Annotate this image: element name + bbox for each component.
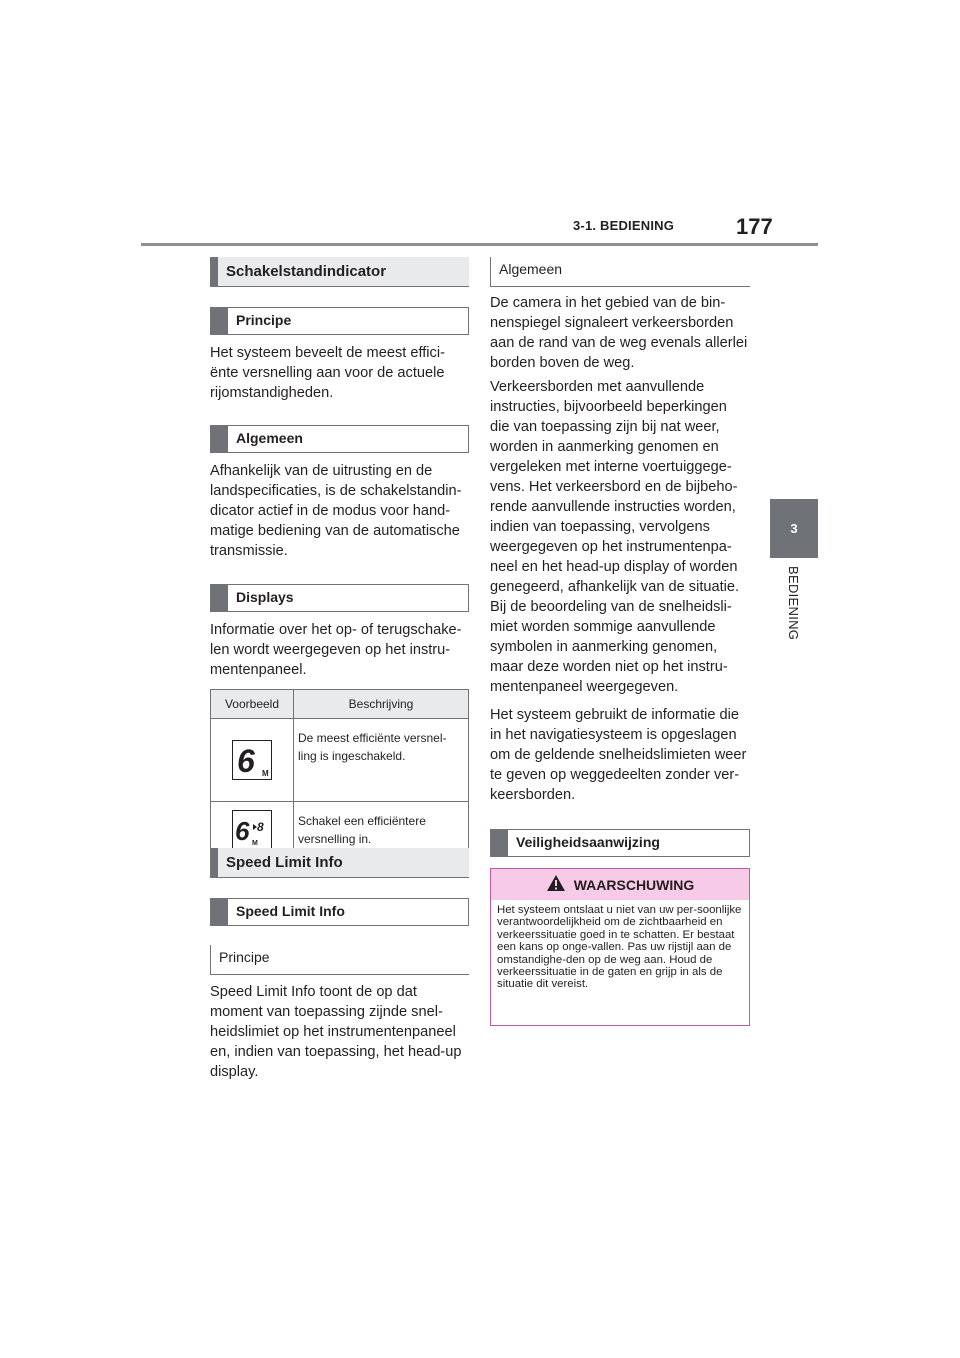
gear-mode: M	[252, 840, 258, 847]
heading-algemeen: Algemeen	[210, 425, 469, 453]
warning-text: Het systeem ontslaat u niet van uw per-soonlijke verantwoordelijkheid om de zichtbaarheid en verkeerssituatie goed in te schatten. Er bestaat een kans op onge-vallen. Pas uw rijstijl aan de omstandighe-den op de weg aan. Houd de verkeerssituatie in de gaten en grijp in als de situatie dit vereist.	[497, 904, 742, 991]
heading-schakelstandindicator: Schakelstandindicator	[210, 257, 469, 287]
paragraph-principe: Het systeem beveelt de meest effici-ënte versnelling aan voor de actuele rijomstandigheden.	[210, 345, 445, 401]
section-title: 3-1. BEDIENING	[573, 218, 675, 233]
warning-box	[490, 868, 750, 1026]
warning-triangle-icon	[546, 874, 566, 895]
heading-algemeen-right: Algemeen	[490, 257, 750, 287]
gear-mode: M	[262, 769, 269, 778]
column-header-voorbeeld: Voorbeeld	[211, 690, 294, 719]
chapter-number: 3	[790, 521, 798, 536]
heading-veiligheidsaanwijzing: Veiligheidsaanwijzing	[490, 829, 750, 857]
heading-speed-limit-info-sub: Speed Limit Info	[210, 898, 469, 926]
header-divider	[141, 243, 818, 246]
gear-digit: 6	[235, 816, 250, 846]
gear-indicator-icon	[232, 740, 272, 780]
paragraph-displays: Informatie over het op- of terugschake-len wordt weergegeven op het instru-mentenpaneel.	[210, 622, 462, 678]
heading-principe-speed: Principe	[210, 945, 469, 975]
heading-speed-limit-info: Speed Limit Info	[210, 848, 469, 878]
page-number: 177	[736, 214, 773, 239]
chapter-label: BEDIENING	[786, 566, 801, 641]
paragraph-speed-limit: Speed Limit Info toont de op dat moment van toepassing zijnde snel-heidslimiet op het instrumentenpaneel en, indien van toepassing, het head-up display.	[210, 984, 462, 1080]
table-row	[211, 719, 469, 802]
table-cell-example	[211, 719, 294, 802]
table-cell-description: Schakel een efficiëntere versnelling in.	[294, 802, 469, 859]
table-header-row	[211, 690, 469, 719]
target-gear: 8	[257, 820, 264, 834]
gear-digit: 6	[237, 743, 255, 779]
heading-displays: Displays	[210, 584, 469, 612]
gear-indicator-table	[210, 689, 469, 859]
chapter-tab	[770, 499, 818, 558]
paragraph-verkeersborden: Verkeersborden met aanvullende instructies, bijvoorbeeld beperkingen die van toepassing zijn bij nat weer, worden in aanmerking genomen en vergeleken met interne voertuiggege-vens. Het verkeersbord en de bijbeho-rende aanvullende instructies worden, indien van toepassing, vervolgens weergegeven op het instrumentenpa-neel en het head-up display of worden genegeerd, afhankelijk van de situatie. Bij de beoordeling van de snelheidsli-miet worden sommige aanvullende symbolen in aanmerking genomen, maar deze worden niet op het instru-mentenpaneel weergegeven.	[490, 379, 740, 695]
paragraph-algemeen: Afhankelijk van de uitrusting en de landspecificaties, is de schakelstandin-dicator actief in de modus voor hand-matige bediening van de automatische transmissie.	[210, 463, 462, 559]
warning-title: WAARSCHUWING	[573, 876, 695, 893]
paragraph-camera: De camera in het gebied van de bin-nenspiegel signaleert verkeersborden aan de rand van de weg evenals allerlei borden boven de weg.	[490, 295, 748, 371]
warning-header	[491, 869, 749, 900]
gear-upshift-icon	[232, 810, 272, 850]
paragraph-navigatie: Het systeem gebruikt de informatie die in het navigatiesysteem is opgeslagen om de geldende snelheidslimieten weer te geven op weggedeelten zonder ver-keersborden.	[490, 707, 747, 803]
heading-principe: Principe	[210, 307, 469, 335]
column-header-beschrijving: Beschrijving	[294, 690, 469, 719]
table-cell-description: De meest efficiënte versnel-ling is ingeschakeld.	[294, 719, 469, 802]
